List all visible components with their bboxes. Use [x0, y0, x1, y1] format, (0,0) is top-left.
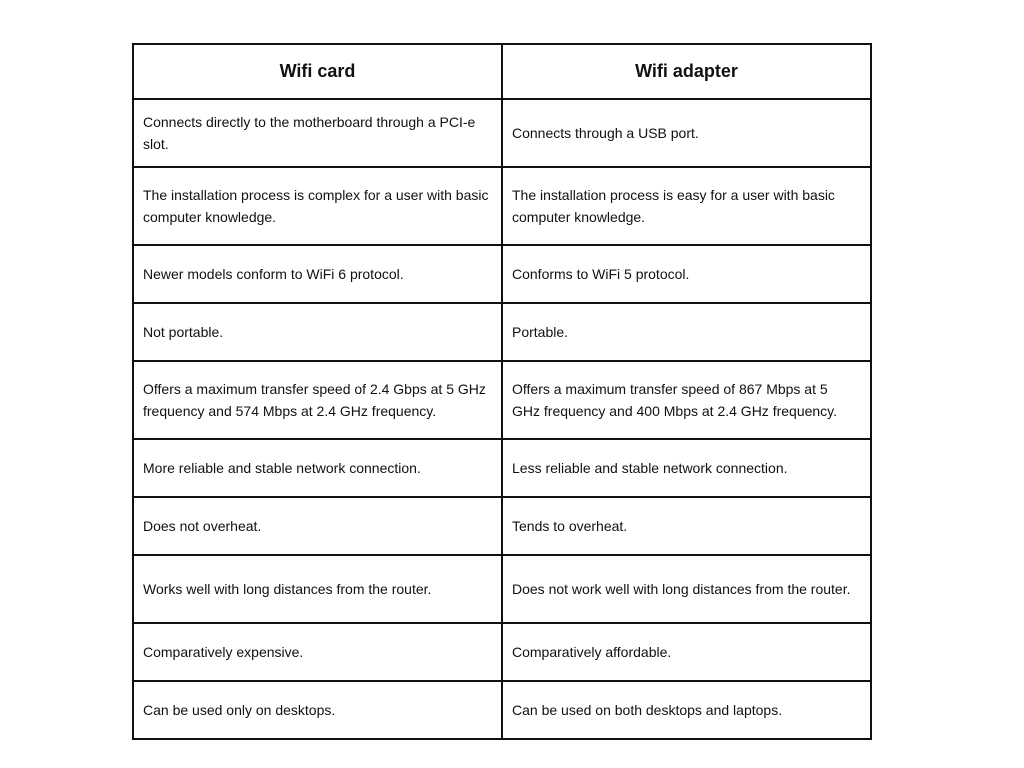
cell-wifi-card: Not portable. [133, 303, 502, 361]
table-row [133, 99, 871, 167]
table-row [133, 439, 871, 497]
cell-wifi-card: Offers a maximum transfer speed of 2.4 Gbps at 5 GHz frequency and 574 Mbps at 2.4 GHz frequency. [133, 361, 502, 439]
table-row [133, 623, 871, 681]
table-row [133, 681, 871, 739]
cell-wifi-card: Does not overheat. [133, 497, 502, 555]
cell-wifi-card: Comparatively expensive. [133, 623, 502, 681]
table-row [133, 167, 871, 245]
table-header-row [133, 44, 871, 99]
cell-wifi-adapter: Does not work well with long distances from the router. [502, 555, 871, 623]
cell-wifi-adapter: Tends to overheat. [502, 497, 871, 555]
cell-wifi-adapter: The installation process is easy for a user with basic computer knowledge. [502, 167, 871, 245]
cell-wifi-card: Connects directly to the motherboard through a PCI-e slot. [133, 99, 502, 167]
table-row [133, 245, 871, 303]
cell-wifi-card: The installation process is complex for a user with basic computer knowledge. [133, 167, 502, 245]
table-row [133, 555, 871, 623]
comparison-table [132, 43, 872, 740]
cell-wifi-adapter: Conforms to WiFi 5 protocol. [502, 245, 871, 303]
cell-wifi-adapter: Can be used on both desktops and laptops. [502, 681, 871, 739]
cell-wifi-adapter: Connects through a USB port. [502, 99, 871, 167]
cell-wifi-adapter: Less reliable and stable network connection. [502, 439, 871, 497]
header-wifi-card: Wifi card [133, 44, 502, 99]
cell-wifi-adapter: Offers a maximum transfer speed of 867 Mbps at 5 GHz frequency and 400 Mbps at 2.4 GHz frequency. [502, 361, 871, 439]
cell-wifi-card: More reliable and stable network connection. [133, 439, 502, 497]
cell-wifi-card: Works well with long distances from the router. [133, 555, 502, 623]
table-row [133, 361, 871, 439]
header-wifi-adapter: Wifi adapter [502, 44, 871, 99]
table-row [133, 303, 871, 361]
cell-wifi-card: Newer models conform to WiFi 6 protocol. [133, 245, 502, 303]
table-row [133, 497, 871, 555]
cell-wifi-card: Can be used only on desktops. [133, 681, 502, 739]
cell-wifi-adapter: Portable. [502, 303, 871, 361]
cell-wifi-adapter: Comparatively affordable. [502, 623, 871, 681]
